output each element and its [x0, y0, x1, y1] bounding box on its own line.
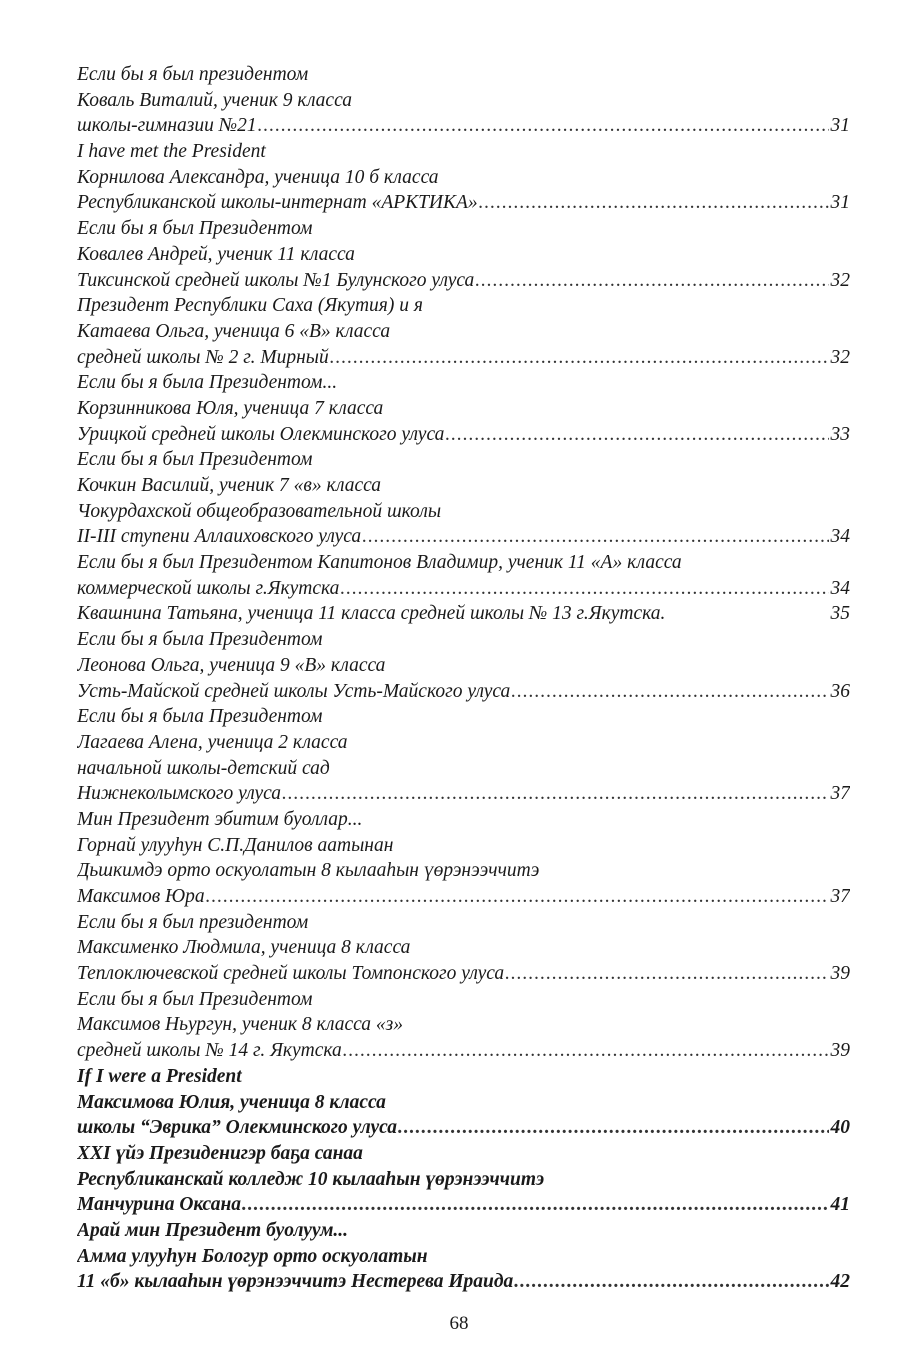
toc-line-text: Теплоключевской средней школы Томпонского улуса [77, 963, 505, 985]
toc-line-text: Леонова Ольга, ученица 9 «В» класса [77, 654, 386, 676]
toc-text-line [77, 1012, 850, 1038]
toc-page-number: 32 [830, 346, 850, 368]
toc-text-line [77, 165, 850, 191]
dot-leader [479, 190, 829, 216]
toc-entry-line [77, 1038, 850, 1064]
toc-text-line [77, 653, 850, 679]
toc-line-text: Республиканской школы-интернат «АРКТИКА» [77, 192, 478, 214]
toc-line-text: Арай мин Президент буолуум... [77, 1219, 349, 1241]
toc-line-text: Квашнина Татьяна, ученица 11 класса средней школы № 13 г.Якутска. [77, 603, 666, 625]
dot-leader [330, 345, 829, 371]
toc-entry-line [77, 1115, 850, 1141]
toc-text-line [77, 499, 850, 525]
toc-page-number: 35 [830, 603, 850, 625]
dot-leader [258, 113, 829, 139]
toc-line-text: 11 «б» кылааһын үөрэнээччитэ Нестерева Ираида [77, 1271, 514, 1293]
toc-page-number: 41 [830, 1194, 850, 1216]
toc-text-line [77, 293, 850, 319]
toc-page-number: 36 [830, 680, 850, 702]
dot-leader [206, 884, 829, 910]
toc-text-line [77, 1218, 850, 1244]
toc-entry-line [77, 781, 850, 807]
toc-text-line [77, 242, 850, 268]
toc-text-line [77, 987, 850, 1013]
toc-entry-line [77, 422, 850, 448]
toc-text-line [77, 1141, 850, 1167]
toc-entry-line [77, 190, 850, 216]
dot-leader [282, 781, 828, 807]
toc-line-text: Если бы я был Президентом [77, 218, 313, 240]
dot-leader [362, 524, 828, 550]
toc-line-text: Если бы я был Президентом [77, 449, 313, 471]
toc-text-line [77, 319, 850, 345]
dot-leader [514, 1269, 828, 1295]
toc-line-text: Максимов Юра [77, 886, 205, 907]
toc-text-line [77, 935, 850, 961]
toc-text-line [77, 807, 850, 833]
toc-page-number: 34 [830, 526, 850, 548]
toc-line-text: Дьшкимдэ орто оскуолатын 8 кылааһын үөрэнээччитэ [77, 860, 540, 882]
toc-page-number: 42 [830, 1271, 850, 1293]
toc-line-text: коммерческой школы г.Якутска [77, 577, 340, 599]
toc-line-text: Ковалев Андрей, ученик 11 класса [77, 243, 355, 265]
toc-line-text: школы-гимназии №21 [77, 115, 257, 137]
toc-line-text: Нижнеколымского улуса [77, 783, 282, 805]
toc-line-text: Если бы я был президентом [77, 64, 309, 85]
toc-entry-line [77, 576, 850, 602]
toc-line-text: Максимова Юлия, ученица 8 класса [77, 1091, 386, 1113]
toc-line-text: Если бы я был президентом [77, 911, 309, 933]
toc-line-text: Если бы я была Президентом [77, 706, 323, 728]
toc-line-text: Коваль Виталий, ученик 9 класса [77, 89, 352, 111]
toc-line-text: начальной школы-детский сад [77, 757, 330, 779]
toc-line-text: Тиксинской средней школы №1 Булунского улуса [77, 269, 475, 291]
toc-line-text: Мин Президент эбитим буоллар... [77, 808, 363, 830]
toc-line-text: If I were a President [77, 1065, 242, 1087]
dot-leader [505, 961, 828, 987]
toc-text-line [77, 370, 850, 396]
dot-leader [340, 576, 828, 602]
toc-text-line [77, 447, 850, 473]
toc-line-text: Корнилова Александра, ученица 10 б класса [77, 166, 439, 188]
toc-text-line [77, 704, 850, 730]
toc-page-number: 40 [830, 1117, 850, 1139]
toc-line-text: Если бы я был Президентом Капитонов Владимир, ученик 11 «А» класса [77, 552, 682, 574]
toc-page-number: 33 [830, 423, 850, 445]
toc-entry-line [77, 884, 850, 910]
toc-line-text: Если бы я был Президентом [77, 988, 313, 1010]
toc-page-number: 31 [830, 192, 850, 214]
toc-entry-line [77, 268, 850, 294]
toc-text-line [77, 833, 850, 859]
toc-entry-line [77, 524, 850, 550]
dot-leader [445, 422, 828, 448]
toc-text-line [77, 88, 850, 114]
toc-line-text: средней школы № 2 г. Мирный [77, 346, 329, 368]
toc-line-text: II-III ступени Аллаиховского улуса [77, 526, 362, 548]
toc-line-text: Максименко Людмила, ученица 8 класса [77, 937, 411, 959]
toc-line-text: Если бы я была Президентом [77, 629, 323, 651]
dot-leader [475, 268, 828, 294]
toc-line-text: Кочкин Василий, ученик 7 «в» класса [77, 475, 382, 496]
toc-line-text: Республиканскай колледж 10 кылааһын үөрэнээччитэ [77, 1168, 545, 1190]
dot-leader [398, 1115, 828, 1141]
toc-text-line [77, 1167, 850, 1193]
toc-page-number: 39 [830, 1040, 850, 1062]
toc-text-line [77, 756, 850, 782]
toc-line-text: Максимов Ньургун, ученик 8 класса «з» [77, 1014, 404, 1036]
toc-page-number: 34 [830, 577, 850, 599]
toc-line-text: Чокурдахской общеобразовательной школы [77, 500, 442, 522]
toc-line-text: Урицкой средней школы Олекминского улуса [77, 423, 445, 445]
toc-entry-line [77, 601, 850, 627]
toc-line-text: XXI үйэ Президенигэр баҕа санаа [77, 1142, 363, 1164]
toc-line-text: средней школы № 14 г. Якутска [77, 1040, 342, 1062]
toc-page-number: 39 [830, 963, 850, 985]
toc-page-number: 32 [830, 269, 850, 291]
toc-line-text: Горнай улууһун С.П.Данилов аатынан [77, 834, 394, 856]
dot-leader [511, 679, 828, 705]
toc-text-line [77, 858, 850, 884]
toc-entry-line [77, 1269, 850, 1295]
toc-line-text: Корзинникова Юля, ученица 7 класса [77, 397, 384, 419]
toc-line-text: I have met the President [77, 141, 266, 163]
toc-text-line [77, 910, 850, 936]
toc-page-number: 37 [830, 886, 850, 907]
toc-text-line [77, 1244, 850, 1270]
toc-page-number: 37 [830, 783, 850, 805]
toc-text-line [77, 730, 850, 756]
toc-line-text: Усть-Майской средней школы Усть-Майского улуса [77, 680, 511, 702]
toc-line-text: Президент Республики Саха (Якутия) и я [77, 295, 423, 317]
toc-entry-line [77, 113, 850, 139]
toc-entry-line [77, 345, 850, 371]
toc-text-line [77, 216, 850, 242]
toc-line-text: школы “Эврика” Олекминского улуса [77, 1117, 398, 1139]
toc-text-line [77, 627, 850, 653]
toc-text-line [77, 396, 850, 422]
page-number: 68 [449, 1313, 469, 1334]
toc-line-text: Если бы я была Президентом... [77, 372, 338, 394]
toc-line-text: Амма улууһун Бологур орто оскуолатын [77, 1245, 428, 1267]
toc-entry-line [77, 1192, 850, 1218]
dot-leader [242, 1192, 828, 1218]
toc-text-line [77, 473, 850, 499]
toc-text-line [77, 62, 850, 88]
toc-line-text: Лагаева Алена, ученица 2 класса [77, 731, 348, 753]
toc-line-text: Манчурина Оксана [77, 1194, 242, 1216]
toc-text-line [77, 550, 850, 576]
table-of-contents [77, 62, 850, 1295]
toc-entry-line [77, 679, 850, 705]
toc-page-number: 31 [830, 115, 850, 137]
toc-entry-line [77, 961, 850, 987]
toc-text-line [77, 1064, 850, 1090]
dot-leader [343, 1038, 829, 1064]
toc-line-text: Катаева Ольга, ученица 6 «В» класса [77, 320, 391, 342]
toc-text-line [77, 139, 850, 165]
toc-text-line [77, 1090, 850, 1116]
